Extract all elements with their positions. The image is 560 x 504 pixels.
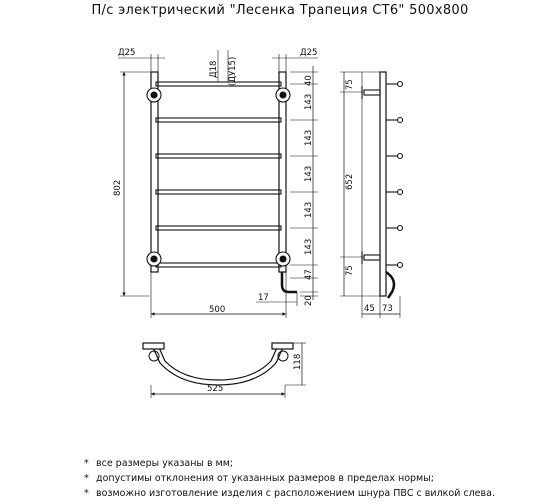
- width-label: 500: [209, 305, 226, 315]
- top-view-mount-left: [143, 343, 164, 349]
- top-width-label: 525: [207, 384, 224, 394]
- cable-offset-label: 17: [258, 293, 269, 303]
- bottom-offset-label: 20: [304, 295, 314, 306]
- power-cable: [282, 272, 297, 292]
- svg-text:143: 143: [304, 238, 314, 255]
- svg-text:40: 40: [304, 75, 314, 86]
- tube-label-b: (ДУ15): [228, 56, 238, 86]
- mount-right-label: Д25: [300, 48, 318, 58]
- spacing-labels: [304, 75, 314, 280]
- front-view: [118, 50, 318, 318]
- mount-left-label: Д25: [118, 48, 136, 58]
- note-bullet: *: [84, 473, 89, 484]
- note-item: * возможно изготовление изделия с расположением шнура ПВС с вилкой слева.: [84, 488, 495, 499]
- svg-text:143: 143: [304, 165, 314, 182]
- tube-label-a: Д18: [209, 60, 219, 78]
- note-item: * допустимы отклонения от указанных размеров в пределах нормы;: [84, 473, 434, 484]
- top-depth-label: 118: [293, 353, 303, 370]
- side-top-offset-label: 75: [345, 79, 355, 90]
- side-depth-b-label: 73: [382, 304, 393, 314]
- top-view: [143, 343, 306, 398]
- side-rung-ends: [386, 82, 403, 268]
- notes-list: [84, 456, 495, 501]
- top-view-mount-right: [272, 343, 293, 349]
- side-depth-a-label: 45: [364, 304, 375, 314]
- side-post: [380, 72, 386, 296]
- side-height-label: 652: [345, 173, 355, 190]
- side-brackets: [362, 86, 380, 264]
- top-view-tube-inner: [157, 343, 279, 380]
- rungs: [156, 82, 281, 267]
- side-view: [340, 72, 403, 318]
- note-bullet: *: [84, 458, 89, 469]
- note-item: * все размеры указаны в мм;: [84, 458, 234, 469]
- svg-text:143: 143: [304, 129, 314, 146]
- wall-mounts: [147, 88, 290, 266]
- side-cable: [386, 272, 394, 298]
- top-view-tube-outer: [151, 343, 285, 385]
- svg-text:143: 143: [304, 201, 314, 218]
- note-bullet: *: [84, 488, 89, 499]
- height-total-label: 802: [113, 179, 123, 196]
- drawing-title: П/с электрический "Лесенка Трапеция СТ6" 500х800: [91, 3, 469, 18]
- svg-text:143: 143: [304, 93, 314, 110]
- svg-text:47: 47: [304, 269, 314, 280]
- side-bottom-offset-label: 75: [345, 265, 355, 276]
